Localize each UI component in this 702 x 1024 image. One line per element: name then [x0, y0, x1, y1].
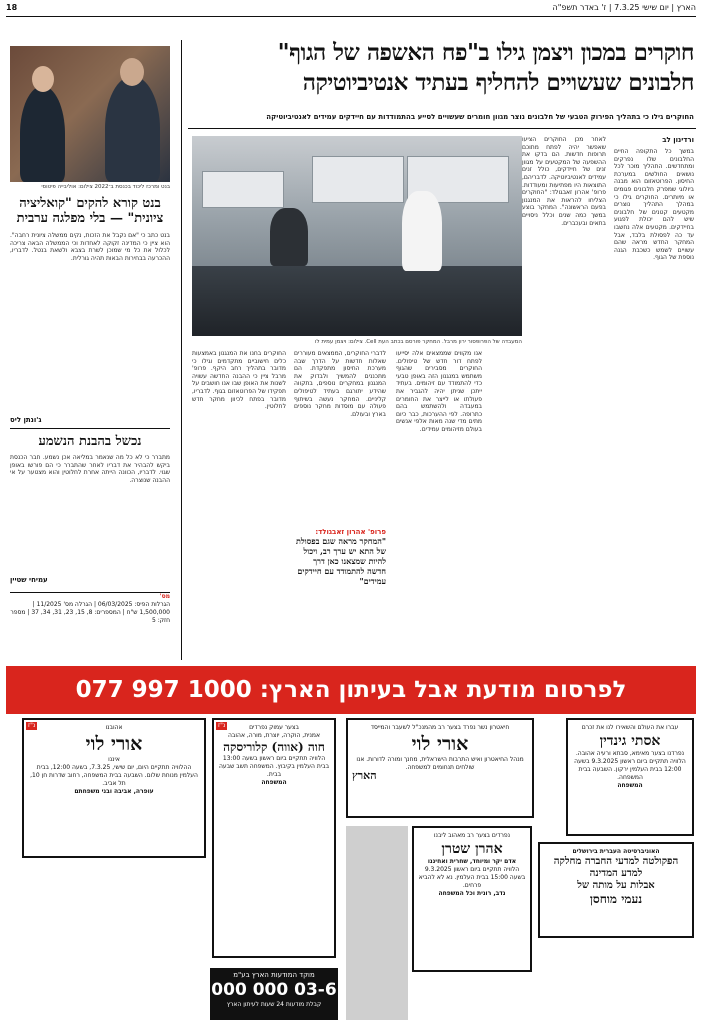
gray-filler — [346, 826, 408, 1020]
lottery-box — [10, 592, 170, 659]
headline-line-2: חלבונים שעשויים להחליף בעתיד אנטיביוטיקה — [302, 69, 694, 96]
sidebar-author-1: ג'ונתן ליס — [10, 416, 42, 424]
sidebar-headline-2: נכשל בהבנת הנשמע — [38, 434, 142, 449]
lab-photo — [192, 136, 522, 336]
ad-phone-box: מוקד המודעות הארץ בע"מ 03-6 000 000 קבלת מודעות 24 שעות לעיתון הארץ — [210, 968, 338, 1020]
page-number: 18 — [6, 3, 18, 12]
sidebar-body-2: מתברר כי לא כל מה שנאמר במליאה אכן נשמע. חבר הכנסת ביקש להבהיר את דבריו לאחר שהתברר כי הם פורשו באופן שגוי. לדבריו, הכוונה הייתה אחרת לחלוטין והוא מצטער על אי ההבנה שנוצרה. — [10, 454, 170, 484]
page-header — [0, 0, 702, 16]
article-column-2: לאחר מכן החוקרים הציעו שאפשר יהיה לפתח מתוכם תרופות חדשות. הם בדקו את ההשפעה של המקטעים על מגוון זנים של חיידקים, כולל זנים עמידים לאנטיביוטיקה. לדבריהם, התוצאות היו מפתיעות ומעודדות. פרופ' אהרון זאבגולד: "החוקרים הצליחו להראות את המנגנון בפעם הראשונה". המחקר בוצע במשך כמה שנים וכלל ניסויים בתאים ובעכברים. — [522, 136, 606, 227]
ad-banner: לפרסום מודעת אבל בעיתון הארץ: 1000 997 077 — [6, 666, 696, 714]
politics-photo-caption: בנט ומרכז ליכוד בכנסת ב־2022 צילום: אוליבייה פיטוסי — [41, 184, 170, 190]
lottery-title: מס' — [159, 593, 170, 600]
headline-line-1: חוקרים במכון ויצמן גילו ב"פח האשפה של הגוף" — [277, 39, 694, 66]
article-column-5: החוקרים בחנו את המנגנון באמצעות כלים חישוביים מתקדמים וגילו כי מדובר בתהליך רחב היקף. פרופ' מרבל ציין כי ההבנה החדשה עשויה לשנות את האופן שבו אנו חושבים על תפקידו של הפרוטאזום בגוף. לדבריו, מדובר בפתח לכיוון מחקר חדש לחלוטין. — [192, 350, 286, 411]
article-headline — [189, 38, 694, 98]
notice-levi: נ"ז אהובנו אורי לוי איננו ההלוויה תתקיים היום, יום שישי, 7.3.25, בשעה 12:00, בבית העלמין מנוחת שלום. השבעה בבית המשפחה, רחוב שדרות חן 10, תל אביב. עופרה, אביבה ובני משפחתם — [22, 718, 206, 858]
notice-klor: נ"ז בצער עמוק נפרדים אמנית, הוקרה, יוצרת, מורה, אהובה חוה (אווה) קלוריסקה הלוויה תתקיים ביום ראשון בשעה 13:00 בבית העלמין בקיבוץ. המשפחה תשב שבעה בבית. המשפחה — [212, 718, 336, 958]
notice-university: האוניברסיטה העברית בירושלים הפקולטה למדעי החברה מחלקה למדע המדינה אבלות על מותה של נעמי מוחסן — [538, 842, 694, 938]
article-column-1: במשך כל התקופה החיים החלבונים שלו נפרקים ומתחדשים. התהליך מוכר לכל נושאים החולשים במערכת החיסון. הפרוטאזום הוא מבנה ביולוגי שמפרק חלבונים פגומים או מיותרים. החוקרים גילו כי במהלך התהליך נוצרים מקטעים קטנים של חלבונים שיש להם יכולת לפגוע בחיידקים. מקטעים אלה נחשבו עד כה לפסולת בלבד, אבל המחקר החדש מראה שהם עשויים לשמש כשכבת הגנה נוספת של הגוף. — [614, 148, 694, 262]
sidebar-author-2: עמיחי שטיין — [10, 576, 48, 584]
lab-photo-caption: המעבדה של הפרופסור ירון מרבל. המחקר פורסם בכתב העת Cell. צילום: ויצמן עמית לו — [314, 339, 522, 345]
pull-quote-title: פרופ' אהרון זאבגולד: — [315, 528, 386, 536]
date-line: הארץ | יום שישי 7.3.25 | ז' באדר תשפ"ה — [552, 3, 696, 12]
article-subhead: החוקרים גילו כי בתהליך הפירוק הטבעי של חלבונים נוצר מגוון חומרים שעשויים לסייע בהתמודדות עם חיידקים עמידים לאנטיביוטיקה — [266, 113, 694, 121]
sidebar-body-1: בנט כתב כי "אם נקבל את הזכות, נקים ממשלה ציונית רחבה". הוא ציין כי המדינה זקוקה לאחדות וכי הממשלה הבאה צריכה לכלול את כל מי שמוכן לשרת בצבא ולשאת בנטל. לדבריו, ההכרעה בבחירות הבאות תהיה גורלית. — [10, 232, 170, 262]
notice-theater: חיאטרון נשר נפרד בצער רב מהמנכ"ל לשעבר והמייסד אורי לוי מנהל החיאטרון ואיש התרבות הישראלית, מחנך ומורה לדורות. אנו שולחים תנחומים למשפחה. הארץ — [346, 718, 534, 818]
politics-photo — [10, 46, 170, 182]
notice-stern: נפרדים בצער רב מאהוב ליבנו אהרן שטרן אדם יקר ומיוחד, שחרית ואחיננו הלוויה תתקיים ביום ראשון 9.3.2025 בשעה 15:00 בבית העלמין. נא לא להביא פרחים. נדב, רונית וכל המשפחה — [412, 826, 532, 972]
lottery-body: הגרלות הפיס: 06/03/2025 | הגרלה מס' 11/2025 | 1,500,000 ש"ח | המספרים: 8, 15, 23, 31, 34, 37 | מספר חזק: 5 — [10, 601, 170, 624]
notice-gindin: עברו את העולם והשאירו לנו את זכרם אסתי גינדין נפרדנו בצער מאימא, סבתא ורעיה אהובה. הלוויה תתקיים ביום ראשון 9.3.2025 בשעה 12:00 בבית העלמין ירקון. השבעה בבית המשפחה. המשפחה — [566, 718, 694, 836]
sidebar-rule — [10, 428, 170, 429]
byline: ורדינון לב — [662, 136, 694, 144]
pull-quote-text: "המחקר מראה שגם בפסולת של התא יש ערך רב, ויכול להיות שמצאנו כאן דרך חדשה להתמודד עם חיידקים עמידים" — [296, 536, 386, 586]
article-column-3: אנו מקווים שממצאים אלה יסייעו לפתח דור חדש של טיפולים. החוקרים מסבירים שהגוף משתמש במנגנון הזה באופן טבעי כדי להתמודד עם זיהומים. בעתיד ייתכן שניתן יהיה להגביר את פעולתו או לייצר את החומרים במעבדה ולהשתמש בהם כתרופה. לפי ההערכות, כבר כיום מתים מדי שנה מאות אלפי אנשים בעולם מזיהומים עמידים. — [396, 350, 482, 433]
sidebar-headline-1: בנט קורא להקים "קואליציה ציונית" — בלי מפלגה ערבית — [16, 196, 164, 226]
sidebar-divider — [181, 40, 182, 660]
pull-quote — [294, 528, 386, 658]
header-divider — [6, 16, 696, 17]
subhead-divider — [188, 128, 696, 129]
article-column-4: לדברי החוקרים, הממצאים מעוררים שאלות חדשות על הדרך שבה מערכת החיסון מתפקדת. הם מתכננים להמשיך ולבדוק את המנגנון במחקרים נוספים, בתקווה שהידע יתורגם בעתיד לטיפולים קליניים. המחקר נעשה בשיתוף פעולה עם מוסדות מחקר נוספים בארץ ובעולם. — [294, 350, 386, 418]
